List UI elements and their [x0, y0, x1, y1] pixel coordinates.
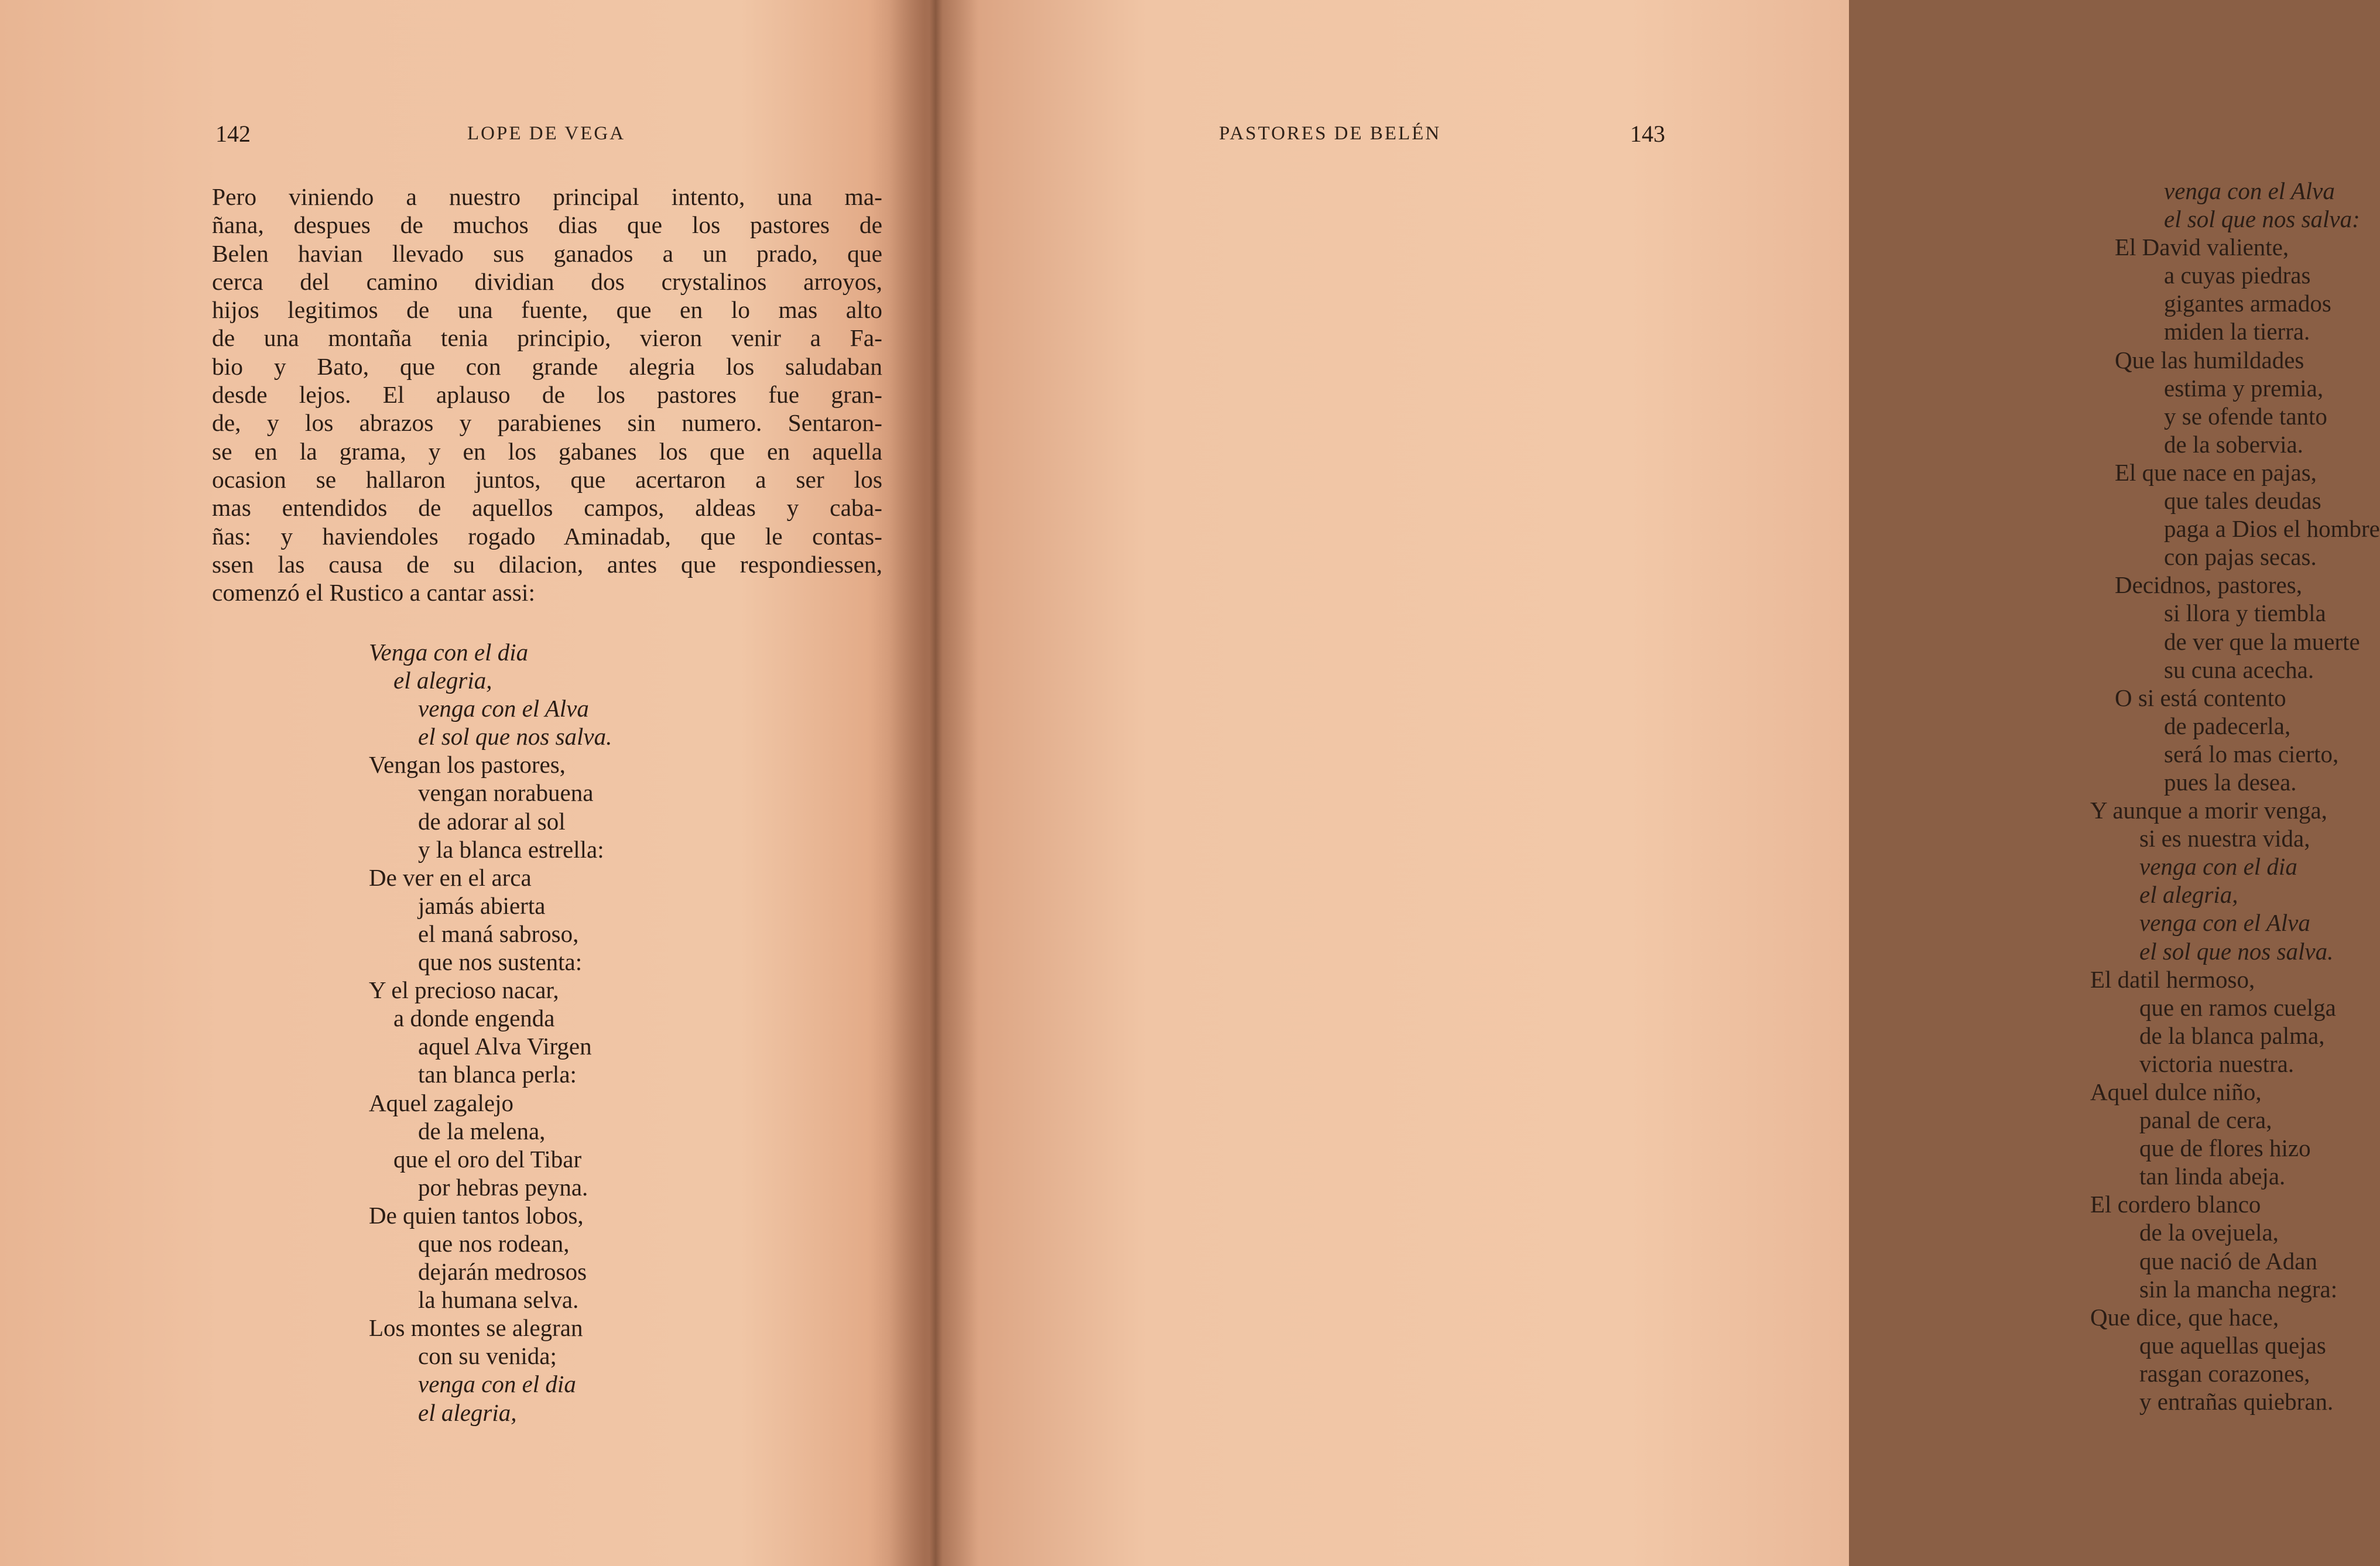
verse-left [369, 638, 612, 1427]
verse-line: dejarán medrosos [418, 1258, 587, 1286]
verse-line: la humana selva. [418, 1286, 579, 1314]
verse-line: que nos rodean, [418, 1229, 570, 1257]
verse-line: panal de cera, [2139, 1106, 2272, 1134]
verse-line: sin la mancha negra: [2139, 1275, 2338, 1303]
verse-line: gigantes armados [2164, 290, 2331, 317]
prose-line: ñana, despues de muchos dias que los pastores de [212, 211, 882, 239]
verse-line: De ver en el arca [369, 863, 532, 891]
page-number-left: 142 [215, 121, 251, 147]
verse-line: Aquel dulce niño, [2090, 1078, 2262, 1105]
verse-line: El datil hermoso, [2090, 965, 2255, 993]
verse-line: el sol que nos salva. [418, 723, 612, 751]
running-head-right: PASTORES DE BELÉN [1219, 123, 1441, 144]
verse-line: vengan norabuena [418, 779, 594, 807]
verse-line: de la ovejuela, [2139, 1219, 2279, 1246]
verse-line: que el oro del Tibar [393, 1145, 582, 1173]
verse-line: estima y premia, [2164, 374, 2324, 402]
verse-line: miden la tierra. [2164, 318, 2310, 345]
verse-line: por hebras peyna. [418, 1173, 588, 1201]
page-number-right: 143 [1630, 121, 1665, 147]
verse-line: Que dice, que hace, [2090, 1303, 2279, 1331]
verse-line: a cuyas piedras [2164, 262, 2311, 289]
prose-line: de, y los abrazos y parabienes sin numero. Sentaron- [212, 409, 882, 437]
verse-line: pues la desea. [2164, 768, 2297, 796]
verse-line: de padecerla, [2164, 712, 2291, 739]
verse-line: si es nuestra vida, [2139, 825, 2310, 852]
prose-line: se en la grama, y en los gabanes los que en aquella [212, 437, 882, 465]
verse-line: venga con el Alva [2164, 177, 2335, 204]
verse-line: Venga con el dia [369, 639, 529, 666]
verse-line: el alegria, [2139, 881, 2238, 909]
verse-line: venga con el dia [418, 1370, 576, 1398]
verse-line: con pajas secas. [2164, 543, 2317, 571]
verse-line: y entrañas quiebran. [2139, 1388, 2334, 1416]
verse-line: Vengan los pastores, [369, 751, 566, 779]
verse-line: que nació de Adan [2139, 1247, 2317, 1274]
prose-paragraph [212, 183, 882, 606]
verse-line: a donde engenda [393, 1005, 555, 1032]
prose-line: ocasion se hallaron juntos, que acertaron a ser los [212, 465, 882, 493]
verse-line: de la melena, [418, 1117, 546, 1144]
verse-line: será lo mas cierto, [2164, 740, 2339, 767]
verse-line: si llora y tiembla [2164, 599, 2326, 627]
verse-line: su cuna acecha. [2164, 656, 2314, 683]
verse-line: tan blanca perla: [418, 1061, 577, 1088]
verse-line: que en ramos cuelga [2139, 993, 2336, 1021]
verse-line: Los montes se alegran [369, 1314, 583, 1342]
verse-line: Decidnos, pastores, [2115, 571, 2302, 599]
right-page [937, 0, 2380, 1566]
verse-line: O si está contento [2115, 684, 2286, 711]
verse-line: que tales deudas [2164, 487, 2321, 515]
verse-line: el alegria, [418, 1399, 517, 1426]
prose-line: ñas: y haviendoles rogado Aminadab, que le contas- [212, 522, 882, 550]
verse-line: y la blanca estrella: [418, 835, 604, 863]
verse-line: Que las humildades [2115, 346, 2304, 373]
verse-line: que aquellas quejas [2139, 1331, 2326, 1359]
verse-line: de la sobervia. [2164, 430, 2303, 458]
verse-line: El cordero blanco [2090, 1191, 2261, 1218]
verse-line: que nos sustenta: [418, 948, 583, 976]
prose-line: mas entendidos de aquellos campos, aldeas y caba- [212, 494, 882, 522]
prose-line: bio y Bato, que con grande alegria los saludaban [212, 352, 882, 380]
verse-line: el sol que nos salva: [2164, 205, 2360, 233]
verse-line: de adorar al sol [418, 807, 566, 835]
verse-line: De quien tantos lobos, [369, 1201, 584, 1229]
verse-line: tan linda abeja. [2139, 1163, 2286, 1190]
verse-line: El que nace en pajas, [2115, 458, 2317, 486]
verse-line: jamás abierta [418, 892, 546, 919]
prose-line: desde lejos. El aplauso de los pastores fue gran- [212, 381, 882, 409]
prose-line: comenzó el Rustico a cantar assi: [212, 579, 535, 606]
prose-line: ssen las causa de su dilacion, antes que respondiessen, [212, 550, 882, 578]
verse-line: el maná sabroso, [418, 920, 579, 947]
verse-line: venga con el Alva [2139, 909, 2310, 937]
prose-line: Belen havian llevado sus ganados a un prado, que [212, 239, 882, 267]
prose-line: de una montaña tenia principio, vieron venir a Fa- [212, 324, 882, 352]
verse-line: El David valiente, [2115, 234, 2289, 261]
prose-line: hijos legitimos de una fuente, que en lo mas alto [212, 296, 882, 324]
verse-line: paga a Dios el hombre [2164, 515, 2380, 543]
verse-right [2090, 177, 2380, 1416]
verse-line: con su venida; [418, 1342, 557, 1370]
verse-line: rasgan corazones, [2139, 1359, 2310, 1387]
verse-line: Y aunque a morir venga, [2090, 797, 2327, 824]
verse-line: victoria nuestra. [2139, 1050, 2295, 1077]
verse-line: venga con el Alva [418, 695, 589, 722]
running-head-left: LOPE DE VEGA [467, 123, 626, 144]
verse-line: aquel Alva Virgen [418, 1033, 592, 1060]
verse-line: el alegria, [393, 667, 492, 694]
verse-line: de ver que la muerte [2164, 628, 2360, 655]
verse-line: y se ofende tanto [2164, 402, 2327, 430]
prose-line: Pero viniendo a nuestro principal intento, una ma- [212, 183, 882, 210]
verse-line: de la blanca palma, [2139, 1022, 2325, 1049]
verse-line: Aquel zagalejo [369, 1089, 514, 1116]
prose-line: cerca del camino dividian dos crystalinos arroyos, [212, 268, 882, 295]
verse-line: que de flores hizo [2139, 1135, 2311, 1162]
verse-line: el sol que nos salva. [2139, 937, 2334, 965]
verse-line: venga con el dia [2139, 853, 2297, 880]
left-page [0, 0, 937, 1566]
verse-line: Y el precioso nacar, [369, 976, 559, 1004]
